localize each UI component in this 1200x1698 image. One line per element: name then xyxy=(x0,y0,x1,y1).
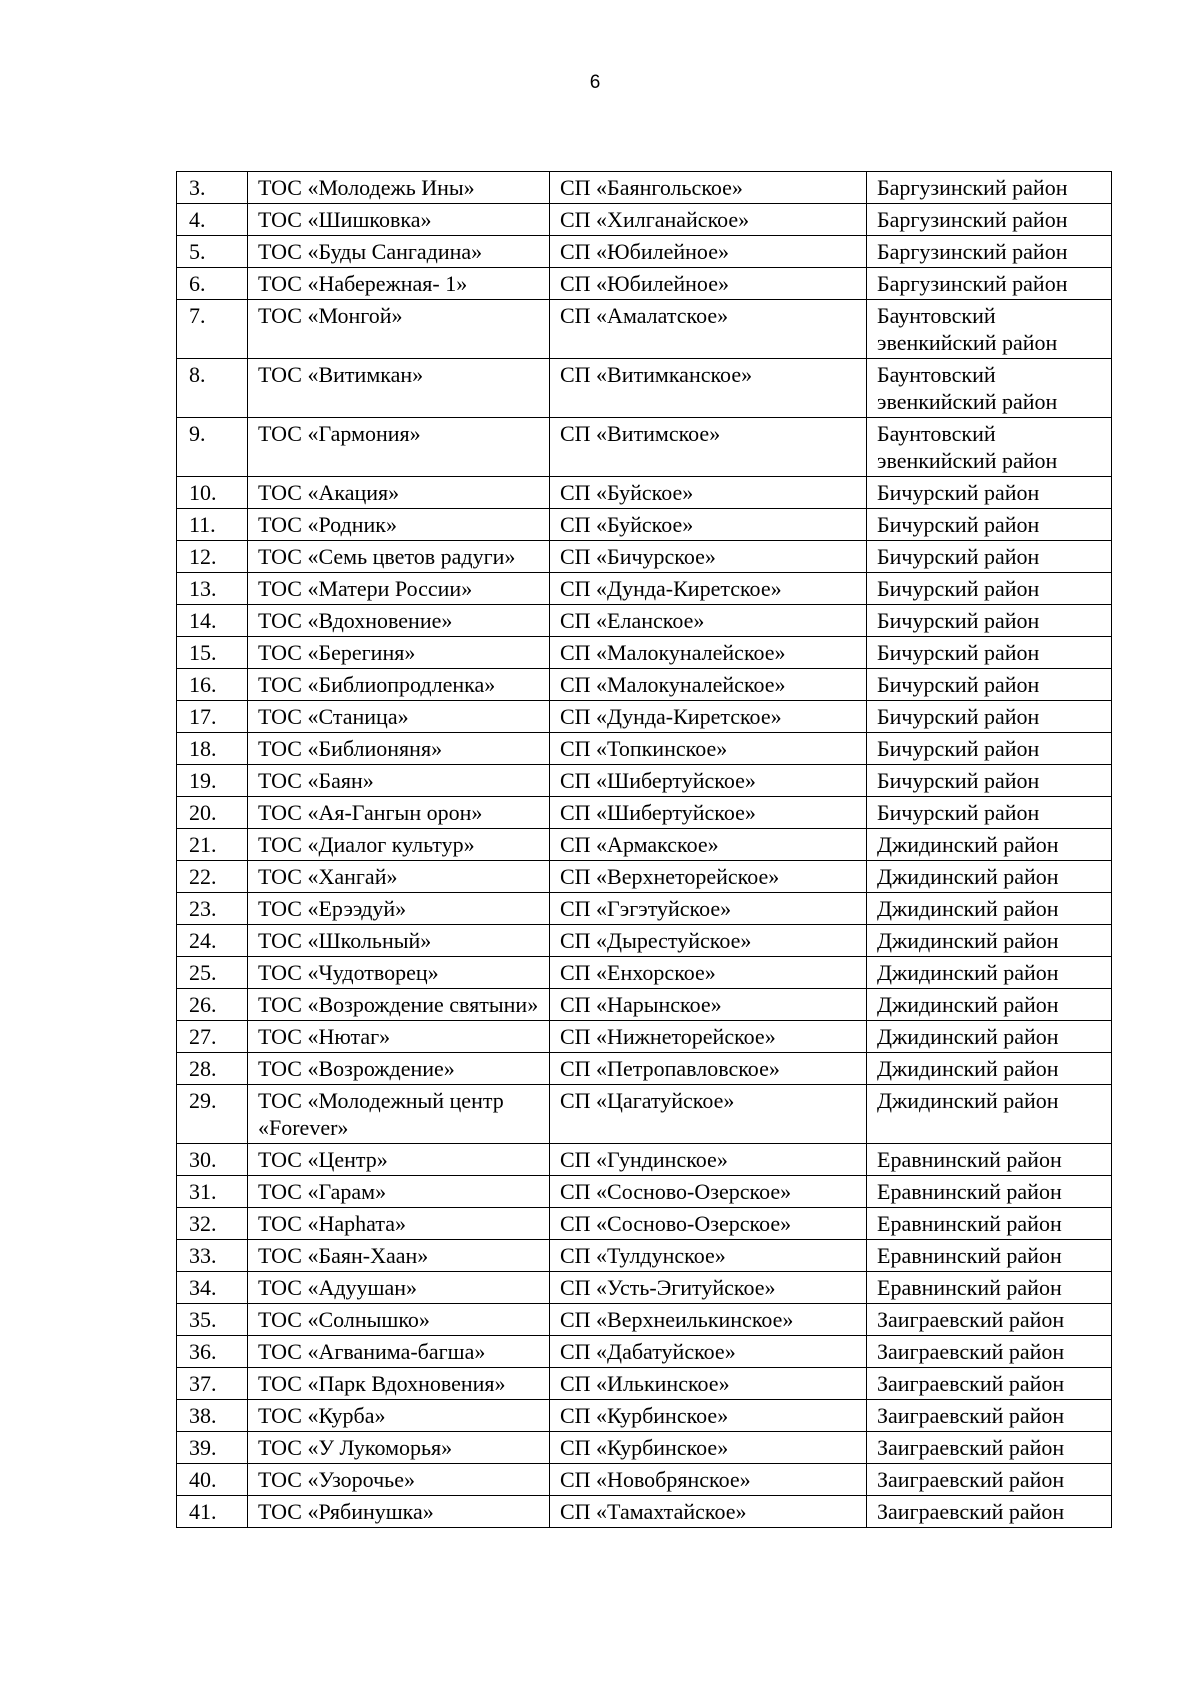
district-cell: Джидинский район xyxy=(867,925,1112,957)
tos-name-cell: ТОС «Берегиня» xyxy=(248,637,550,669)
table-row xyxy=(177,925,1112,957)
district-cell: Джидинский район xyxy=(867,957,1112,989)
tos-name-cell: ТОС «Станица» xyxy=(248,701,550,733)
row-number-cell: 18. xyxy=(177,733,248,765)
tos-name-cell: ТОС «Ая-Гангын орон» xyxy=(248,797,550,829)
row-number-cell: 34. xyxy=(177,1272,248,1304)
tos-name-cell: ТОС «Вдохновение» xyxy=(248,605,550,637)
table-row xyxy=(177,172,1112,204)
table-row xyxy=(177,989,1112,1021)
row-number-cell: 27. xyxy=(177,1021,248,1053)
tos-name-cell: ТОС «У Лукоморья» xyxy=(248,1432,550,1464)
district-cell: Джидинский район xyxy=(867,829,1112,861)
table-row xyxy=(177,1464,1112,1496)
district-cell: Баргузинский район xyxy=(867,172,1112,204)
district-cell: Джидинский район xyxy=(867,861,1112,893)
row-number-cell: 32. xyxy=(177,1208,248,1240)
district-cell: Джидинский район xyxy=(867,1053,1112,1085)
district-cell: Заиграевский район xyxy=(867,1464,1112,1496)
row-number-cell: 14. xyxy=(177,605,248,637)
district-cell: Еравнинский район xyxy=(867,1176,1112,1208)
district-cell: Еравнинский район xyxy=(867,1272,1112,1304)
district-cell: Заиграевский район xyxy=(867,1368,1112,1400)
district-cell: Баунтовский эвенкийский район xyxy=(867,418,1112,477)
tos-name-cell: ТОС «Агванима-багша» xyxy=(248,1336,550,1368)
settlement-cell: СП «Юбилейное» xyxy=(550,236,867,268)
row-number-cell: 26. xyxy=(177,989,248,1021)
district-cell: Бичурский район xyxy=(867,797,1112,829)
row-number-cell: 25. xyxy=(177,957,248,989)
tos-name-cell: ТОС «Монгой» xyxy=(248,300,550,359)
settlement-cell: СП «Сосново-Озерское» xyxy=(550,1176,867,1208)
district-cell: Баргузинский район xyxy=(867,204,1112,236)
table-row xyxy=(177,1053,1112,1085)
table-row xyxy=(177,1368,1112,1400)
row-number-cell: 16. xyxy=(177,669,248,701)
row-number-cell: 10. xyxy=(177,477,248,509)
district-cell: Бичурский район xyxy=(867,605,1112,637)
tos-name-cell: ТОС «Ерээдуй» xyxy=(248,893,550,925)
settlement-cell: СП «Усть-Эгитуйское» xyxy=(550,1272,867,1304)
row-number-cell: 8. xyxy=(177,359,248,418)
settlement-cell: СП «Гундинское» xyxy=(550,1144,867,1176)
settlement-cell: СП «Витимское» xyxy=(550,418,867,477)
table-row xyxy=(177,957,1112,989)
tos-name-cell: ТОС «Набережная- 1» xyxy=(248,268,550,300)
settlement-cell: СП «Нарынское» xyxy=(550,989,867,1021)
row-number-cell: 28. xyxy=(177,1053,248,1085)
district-cell: Заиграевский район xyxy=(867,1432,1112,1464)
tos-name-cell: ТОС «Нютаг» xyxy=(248,1021,550,1053)
table-row xyxy=(177,509,1112,541)
settlement-cell: СП «Цагатуйское» xyxy=(550,1085,867,1144)
table-row xyxy=(177,765,1112,797)
table-row xyxy=(177,300,1112,359)
tos-name-cell: ТОС «Возрождение святыни» xyxy=(248,989,550,1021)
settlement-cell: СП «Юбилейное» xyxy=(550,268,867,300)
row-number-cell: 11. xyxy=(177,509,248,541)
settlement-cell: СП «Амалатское» xyxy=(550,300,867,359)
district-cell: Джидинский район xyxy=(867,1021,1112,1053)
row-number-cell: 31. xyxy=(177,1176,248,1208)
settlement-cell: СП «Дабатуйское» xyxy=(550,1336,867,1368)
tos-name-cell: ТОС «Парк Вдохновения» xyxy=(248,1368,550,1400)
table-row xyxy=(177,1021,1112,1053)
row-number-cell: 41. xyxy=(177,1496,248,1528)
table-row xyxy=(177,669,1112,701)
row-number-cell: 39. xyxy=(177,1432,248,1464)
table-row xyxy=(177,893,1112,925)
table-row xyxy=(177,204,1112,236)
district-cell: Бичурский район xyxy=(867,637,1112,669)
district-cell: Еравнинский район xyxy=(867,1240,1112,1272)
settlement-cell: СП «Бичурское» xyxy=(550,541,867,573)
settlement-cell: СП «Еланское» xyxy=(550,605,867,637)
row-number-cell: 12. xyxy=(177,541,248,573)
settlement-cell: СП «Илькинское» xyxy=(550,1368,867,1400)
tos-name-cell: ТОС «Диалог культур» xyxy=(248,829,550,861)
district-cell: Баргузинский район xyxy=(867,268,1112,300)
row-number-cell: 6. xyxy=(177,268,248,300)
tos-name-cell: ТОС «Молодежь Ины» xyxy=(248,172,550,204)
tos-name-cell: ТОС «Семь цветов радуги» xyxy=(248,541,550,573)
settlement-cell: СП «Тамахтайское» xyxy=(550,1496,867,1528)
row-number-cell: 4. xyxy=(177,204,248,236)
settlement-cell: СП «Дунда-Киретское» xyxy=(550,573,867,605)
tos-name-cell: ТОС «Матери России» xyxy=(248,573,550,605)
tos-name-cell: ТОС «Нарhата» xyxy=(248,1208,550,1240)
table-body xyxy=(177,172,1112,1528)
table-row xyxy=(177,1336,1112,1368)
settlement-cell: СП «Буйское» xyxy=(550,477,867,509)
district-cell: Бичурский район xyxy=(867,573,1112,605)
row-number-cell: 40. xyxy=(177,1464,248,1496)
tos-name-cell: ТОС «Курба» xyxy=(248,1400,550,1432)
settlement-cell: СП «Шибертуйское» xyxy=(550,797,867,829)
district-cell: Бичурский район xyxy=(867,477,1112,509)
settlement-cell: СП «Новобрянское» xyxy=(550,1464,867,1496)
table-row xyxy=(177,268,1112,300)
district-cell: Бичурский район xyxy=(867,509,1112,541)
row-number-cell: 29. xyxy=(177,1085,248,1144)
tos-name-cell: ТОС «Витимкан» xyxy=(248,359,550,418)
tos-name-cell: ТОС «Молодежный центр «Forever» xyxy=(248,1085,550,1144)
table-row xyxy=(177,1085,1112,1144)
tos-name-cell: ТОС «Гармония» xyxy=(248,418,550,477)
district-cell: Джидинский район xyxy=(867,893,1112,925)
settlement-cell: СП «Тулдунское» xyxy=(550,1240,867,1272)
tos-name-cell: ТОС «Хангай» xyxy=(248,861,550,893)
row-number-cell: 17. xyxy=(177,701,248,733)
row-number-cell: 37. xyxy=(177,1368,248,1400)
district-cell: Баунтовский эвенкийский район xyxy=(867,359,1112,418)
row-number-cell: 13. xyxy=(177,573,248,605)
row-number-cell: 5. xyxy=(177,236,248,268)
tos-name-cell: ТОС «Библионяня» xyxy=(248,733,550,765)
row-number-cell: 35. xyxy=(177,1304,248,1336)
settlement-cell: СП «Гэгэтуйское» xyxy=(550,893,867,925)
table-row xyxy=(177,1432,1112,1464)
page-number: 6 xyxy=(589,72,601,93)
row-number-cell: 22. xyxy=(177,861,248,893)
district-cell: Бичурский район xyxy=(867,669,1112,701)
district-cell: Бичурский район xyxy=(867,701,1112,733)
district-cell: Еравнинский район xyxy=(867,1144,1112,1176)
tos-name-cell: ТОС «Баян-Хаан» xyxy=(248,1240,550,1272)
row-number-cell: 24. xyxy=(177,925,248,957)
row-number-cell: 7. xyxy=(177,300,248,359)
tos-name-cell: ТОС «Буды Сангадина» xyxy=(248,236,550,268)
tos-name-cell: ТОС «Центр» xyxy=(248,1144,550,1176)
tos-name-cell: ТОС «Библиопродленка» xyxy=(248,669,550,701)
table-row xyxy=(177,1240,1112,1272)
row-number-cell: 19. xyxy=(177,765,248,797)
district-cell: Баунтовский эвенкийский район xyxy=(867,300,1112,359)
settlement-cell: СП «Енхорское» xyxy=(550,957,867,989)
tos-name-cell: ТОС «Чудотворец» xyxy=(248,957,550,989)
row-number-cell: 30. xyxy=(177,1144,248,1176)
table-row xyxy=(177,1176,1112,1208)
tos-name-cell: ТОС «Солнышко» xyxy=(248,1304,550,1336)
tos-name-cell: ТОС «Гарам» xyxy=(248,1176,550,1208)
tos-name-cell: ТОС «Родник» xyxy=(248,509,550,541)
settlement-cell: СП «Топкинское» xyxy=(550,733,867,765)
tos-name-cell: ТОС «Баян» xyxy=(248,765,550,797)
settlement-cell: СП «Петропавловское» xyxy=(550,1053,867,1085)
table-row xyxy=(177,418,1112,477)
table-row xyxy=(177,861,1112,893)
table-row xyxy=(177,1400,1112,1432)
settlement-cell: СП «Сосново-Озерское» xyxy=(550,1208,867,1240)
table-row xyxy=(177,236,1112,268)
row-number-cell: 9. xyxy=(177,418,248,477)
settlement-cell: СП «Хилганайское» xyxy=(550,204,867,236)
table-row xyxy=(177,573,1112,605)
row-number-cell: 3. xyxy=(177,172,248,204)
tos-name-cell: ТОС «Школьный» xyxy=(248,925,550,957)
row-number-cell: 23. xyxy=(177,893,248,925)
district-cell: Заиграевский район xyxy=(867,1400,1112,1432)
district-cell: Еравнинский район xyxy=(867,1208,1112,1240)
table-row xyxy=(177,1304,1112,1336)
settlement-cell: СП «Армакское» xyxy=(550,829,867,861)
table-row xyxy=(177,477,1112,509)
district-cell: Джидинский район xyxy=(867,989,1112,1021)
table-row xyxy=(177,829,1112,861)
district-cell: Баргузинский район xyxy=(867,236,1112,268)
table-row xyxy=(177,1496,1112,1528)
district-cell: Бичурский район xyxy=(867,541,1112,573)
tos-name-cell: ТОС «Адуушан» xyxy=(248,1272,550,1304)
table-row xyxy=(177,733,1112,765)
settlement-cell: СП «Баянгольское» xyxy=(550,172,867,204)
settlement-cell: СП «Дунда-Киретское» xyxy=(550,701,867,733)
tos-table xyxy=(176,171,1112,1528)
district-cell: Джидинский район xyxy=(867,1085,1112,1144)
settlement-cell: СП «Дырестуйское» xyxy=(550,925,867,957)
settlement-cell: СП «Малокуналейское» xyxy=(550,669,867,701)
row-number-cell: 38. xyxy=(177,1400,248,1432)
table-row xyxy=(177,359,1112,418)
settlement-cell: СП «Курбинское» xyxy=(550,1400,867,1432)
table-row xyxy=(177,541,1112,573)
tos-name-cell: ТОС «Рябинушка» xyxy=(248,1496,550,1528)
table-row xyxy=(177,1272,1112,1304)
table-row xyxy=(177,701,1112,733)
settlement-cell: СП «Верхнеторейское» xyxy=(550,861,867,893)
settlement-cell: СП «Малокуналейское» xyxy=(550,637,867,669)
settlement-cell: СП «Нижнеторейское» xyxy=(550,1021,867,1053)
row-number-cell: 36. xyxy=(177,1336,248,1368)
district-cell: Бичурский район xyxy=(867,733,1112,765)
settlement-cell: СП «Буйское» xyxy=(550,509,867,541)
row-number-cell: 21. xyxy=(177,829,248,861)
tos-name-cell: ТОС «Возрождение» xyxy=(248,1053,550,1085)
tos-name-cell: ТОС «Акация» xyxy=(248,477,550,509)
district-cell: Заиграевский район xyxy=(867,1336,1112,1368)
settlement-cell: СП «Верхнеилькинское» xyxy=(550,1304,867,1336)
settlement-cell: СП «Курбинское» xyxy=(550,1432,867,1464)
district-cell: Заиграевский район xyxy=(867,1496,1112,1528)
settlement-cell: СП «Шибертуйское» xyxy=(550,765,867,797)
settlement-cell: СП «Витимканское» xyxy=(550,359,867,418)
table-row xyxy=(177,605,1112,637)
tos-name-cell: ТОС «Шишковка» xyxy=(248,204,550,236)
district-cell: Заиграевский район xyxy=(867,1304,1112,1336)
district-cell: Бичурский район xyxy=(867,765,1112,797)
table-row xyxy=(177,1208,1112,1240)
row-number-cell: 33. xyxy=(177,1240,248,1272)
table-row xyxy=(177,797,1112,829)
row-number-cell: 15. xyxy=(177,637,248,669)
table-row xyxy=(177,1144,1112,1176)
row-number-cell: 20. xyxy=(177,797,248,829)
tos-name-cell: ТОС «Узорочье» xyxy=(248,1464,550,1496)
table-row xyxy=(177,637,1112,669)
